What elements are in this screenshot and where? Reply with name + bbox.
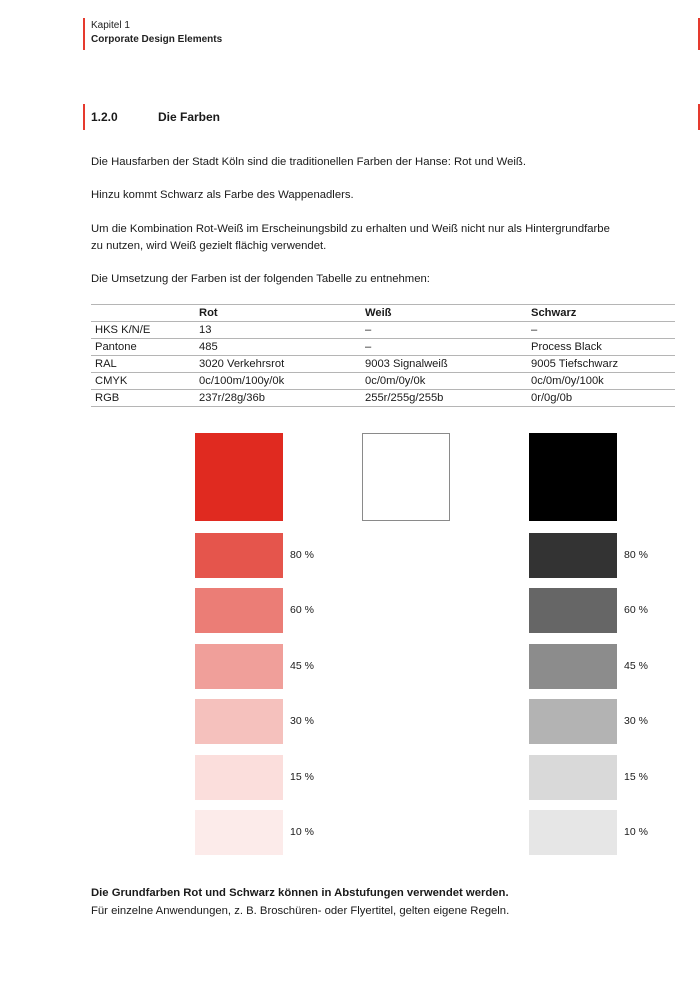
- table-cell: –: [361, 322, 527, 339]
- swatch-black-45: [529, 644, 617, 689]
- table-cell: 13: [195, 322, 361, 339]
- swatch-black-30: [529, 699, 617, 744]
- label-black-45: 45 %: [624, 660, 648, 672]
- table-header-empty: [91, 305, 195, 322]
- table-cell: –: [527, 322, 675, 339]
- label-red-15: 15 %: [290, 771, 314, 783]
- swatch-black: [529, 433, 617, 521]
- paragraph-black: Hinzu kommt Schwarz als Farbe des Wappenadlers.: [91, 189, 354, 201]
- swatch-white: [362, 433, 450, 521]
- table-cell: 0c/0m/0y/100k: [527, 373, 675, 390]
- table-cell: 9005 Tiefschwarz: [527, 356, 675, 373]
- table-header-rot: Rot: [195, 305, 361, 322]
- table-cell: RGB: [91, 390, 195, 407]
- table-cell: 0c/100m/100y/0k: [195, 373, 361, 390]
- swatch-black-80: [529, 533, 617, 578]
- color-table: [91, 304, 675, 407]
- chapter-label: Kapitel 1: [91, 20, 130, 31]
- table-row: [91, 356, 675, 373]
- label-red-10: 10 %: [290, 826, 314, 838]
- swatch-black-10: [529, 810, 617, 855]
- swatch-red: [195, 433, 283, 521]
- label-red-45: 45 %: [290, 660, 314, 672]
- label-red-60: 60 %: [290, 604, 314, 616]
- table-row: [91, 390, 675, 407]
- swatch-red-45: [195, 644, 283, 689]
- paragraph-combination-2: zu nutzen, wird Weiß gezielt flächig verwendet.: [91, 240, 327, 252]
- table-cell: 0c/0m/0y/0k: [361, 373, 527, 390]
- label-black-10: 10 %: [624, 826, 648, 838]
- paragraph-combination-1: Um die Kombination Rot-Weiß im Erscheinungsbild zu erhalten und Weiß nicht nur als Hintergrundfarbe: [91, 223, 610, 235]
- label-red-80: 80 %: [290, 549, 314, 561]
- paragraph-table-intro: Die Umsetzung der Farben ist der folgenden Tabelle zu entnehmen:: [91, 273, 430, 285]
- section-accent-bar: [83, 104, 85, 130]
- label-black-60: 60 %: [624, 604, 648, 616]
- table-cell: CMYK: [91, 373, 195, 390]
- table-cell: HKS K/N/E: [91, 322, 195, 339]
- swatch-red-15: [195, 755, 283, 800]
- swatch-black-60: [529, 588, 617, 633]
- table-header-weiss: Weiß: [361, 305, 527, 322]
- table-cell: 485: [195, 339, 361, 356]
- label-black-15: 15 %: [624, 771, 648, 783]
- section-title: Die Farben: [158, 110, 221, 124]
- table-cell: 255r/255g/255b: [361, 390, 527, 407]
- table-cell: 0r/0g/0b: [527, 390, 675, 407]
- label-red-30: 30 %: [290, 715, 314, 727]
- section-label: Corporate Design Elements: [91, 34, 223, 45]
- footer-note: Für einzelne Anwendungen, z. B. Broschüren- oder Flyertitel, gelten eigene Regeln.: [91, 905, 510, 917]
- footer-note-bold: Die Grundfarben Rot und Schwarz können in Abstufungen verwendet werden.: [91, 887, 509, 899]
- table-cell: Process Black: [527, 339, 675, 356]
- table-cell: 237r/28g/36b: [195, 390, 361, 407]
- table-row: [91, 339, 675, 356]
- paragraph-intro: Die Hausfarben der Stadt Köln sind die traditionellen Farben der Hanse: Rot und Weiß.: [91, 156, 526, 168]
- table-row: [91, 322, 675, 339]
- label-black-30: 30 %: [624, 715, 648, 727]
- table-header-row: [91, 305, 675, 322]
- section-number: 1.2.0: [91, 110, 118, 124]
- table-cell: RAL: [91, 356, 195, 373]
- table-cell: –: [361, 339, 527, 356]
- swatch-red-80: [195, 533, 283, 578]
- swatch-black-15: [529, 755, 617, 800]
- swatch-red-30: [195, 699, 283, 744]
- table-cell: 9003 Signalweiß: [361, 356, 527, 373]
- table-cell: 3020 Verkehrsrot: [195, 356, 361, 373]
- swatch-red-60: [195, 588, 283, 633]
- header-accent-bar: [83, 18, 85, 50]
- table-header-schwarz: Schwarz: [527, 305, 675, 322]
- label-black-80: 80 %: [624, 549, 648, 561]
- swatch-red-10: [195, 810, 283, 855]
- table-cell: Pantone: [91, 339, 195, 356]
- table-row: [91, 373, 675, 390]
